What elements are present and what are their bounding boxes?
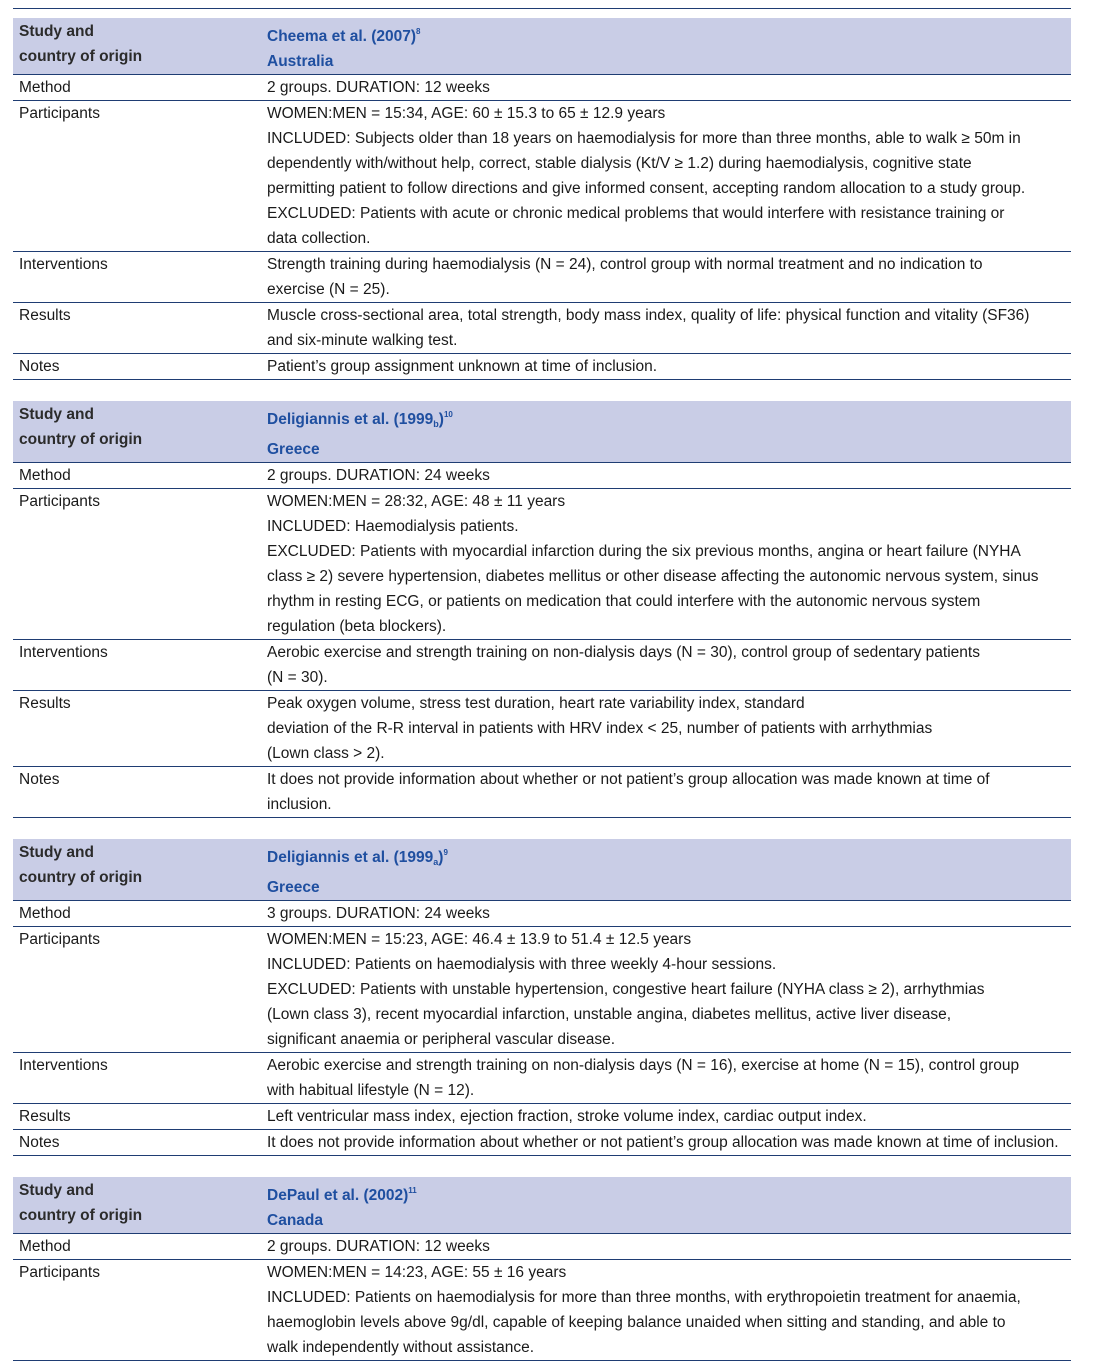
interventions-row (13, 252, 1071, 303)
interventions-row-label: Interventions (19, 256, 108, 273)
results-row-line: deviation of the R-R interval in patients with HRV index < 25, number of patients with arrhythmias (267, 720, 933, 737)
method-row-value: 2 groups. DURATION: 24 weeks (267, 467, 490, 484)
results-row-label: Results (19, 695, 71, 712)
interventions-row-line: exercise (N = 25). (267, 281, 390, 298)
notes-row-label: Notes (19, 1134, 60, 1151)
study-header (13, 18, 1071, 75)
study-citation: Deligiannis et al. $(1999_a)^9$ (267, 848, 448, 867)
participants-row-label: Participants (19, 105, 100, 122)
study-reference: 10 (443, 410, 453, 419)
notes-row (13, 354, 1071, 380)
participants-row-line: significant anaemia or peripheral vascular disease. (267, 1031, 616, 1048)
study-citation: Deligiannis et al. $(1999_b)^{10}$ (267, 410, 453, 429)
interventions-row-line: Strength training during haemodialysis (N = 24), control group with normal treatment and no indication to (267, 256, 983, 273)
participants-row-value (267, 101, 1071, 251)
method-row (13, 1234, 1071, 1260)
participants-row-line: INCLUDED: Subjects older than 18 years on haemodialysis for more than three months, able to walk ≥ 50m in (267, 130, 1021, 147)
study-header-value (267, 401, 1071, 462)
participants-row-value (267, 927, 1071, 1052)
participants-row-line: INCLUDED: Patients on haemodialysis with three weekly 4-hour sessions. (267, 956, 777, 973)
interventions-row (13, 1053, 1071, 1104)
notes-row-label: Notes (19, 358, 60, 375)
study-author: Cheema et al. (2007) (267, 28, 417, 45)
study-label-line2: country of origin (19, 869, 143, 886)
participants-row-line: INCLUDED: Haemodialysis patients. (267, 518, 519, 535)
study-header-label (13, 401, 267, 462)
participants-row-line: WOMEN:MEN = 15:23, AGE: 46.4 ± 13.9 to 51.4 ± 12.5 years (267, 931, 692, 948)
interventions-row-line: Aerobic exercise and strength training on non-dialysis days (N = 16), exercise at home (N = 15), control group (267, 1057, 1020, 1074)
method-row-value: 2 groups. DURATION: 12 weeks (267, 1238, 490, 1255)
interventions-row-label: Interventions (19, 644, 108, 661)
interventions-row-label: Interventions (19, 1057, 108, 1074)
participants-row-line: regulation (beta blockers). (267, 618, 447, 635)
study-year-suffix: b (433, 419, 439, 429)
study-header (13, 401, 1071, 463)
participants-row-line: rhythm in resting ECG, or patients on medication that could interfere with the autonomic nervous system (267, 593, 981, 610)
results-row (13, 1104, 1071, 1130)
participants-row (13, 101, 1071, 252)
study-author: DePaul et al. (2002) (267, 1187, 409, 1204)
interventions-row (13, 640, 1071, 691)
study-reference: 8 (416, 27, 421, 36)
results-row-line: and six-minute walking test. (267, 332, 458, 349)
study-header-label (13, 18, 267, 74)
study-label-line2: country of origin (19, 1207, 143, 1224)
study-header-label (13, 1177, 267, 1233)
study-header (13, 1177, 1071, 1234)
study-block (13, 839, 1071, 1156)
study-citation (267, 1178, 1071, 1208)
study-block (13, 401, 1071, 818)
participants-row-line: dependently with/without help, correct, stable dialysis (Kt/V ≥ 1.2) during haemodialysis, cognitive state (267, 155, 972, 172)
study-label-line1: Study and (19, 406, 94, 423)
interventions-row-line: with habitual lifestyle (N = 12). (267, 1082, 475, 1099)
notes-row-label: Notes (19, 771, 60, 788)
results-row-line: (Lown class > 2). (267, 745, 385, 762)
participants-row-line: class ≥ 2) severe hypertension, diabetes mellitus or other disease affecting the autonomic nervous system, sinus (267, 568, 1039, 585)
study-citation (267, 19, 1071, 49)
document-page (13, 0, 1071, 1361)
notes-row (13, 767, 1071, 818)
participants-row (13, 489, 1071, 640)
method-row-label: Method (19, 467, 71, 484)
results-row (13, 691, 1071, 767)
results-row-value (267, 1104, 1071, 1129)
participants-row-line: (Lown class 3), recent myocardial infarction, unstable angina, diabetes mellitus, active liver disease, (267, 1006, 952, 1023)
study-header-value (267, 839, 1071, 900)
study-year-suffix: a (433, 857, 439, 867)
interventions-row-line: Aerobic exercise and strength training on non-dialysis days (N = 30), control group of sedentary patients (267, 644, 980, 661)
study-header-value (267, 1177, 1071, 1233)
method-row-label: Method (19, 79, 71, 96)
notes-row-value (267, 354, 1071, 379)
studies-table (13, 18, 1071, 1361)
participants-row (13, 927, 1071, 1053)
participants-row-line: INCLUDED: Patients on haemodialysis for more than three months, with erythropoietin treatment for anaemia, (267, 1289, 1021, 1306)
study-label-line2: country of origin (19, 48, 143, 65)
participants-row-line: WOMEN:MEN = 28:32, AGE: 48 ± 11 years (267, 493, 566, 510)
method-row-value: 2 groups. DURATION: 12 weeks (267, 79, 490, 96)
participants-row-line: EXCLUDED: Patients with myocardial infarction during the six previous months, angina or heart failure (NYHA (267, 543, 1021, 560)
participants-row-line: WOMEN:MEN = 14:23, AGE: 55 ± 16 years (267, 1264, 567, 1281)
participants-row-value (267, 1260, 1071, 1360)
participants-row-label: Participants (19, 493, 100, 510)
results-row-label: Results (19, 307, 71, 324)
participants-row-line: WOMEN:MEN = 15:34, AGE: 60 ± 15.3 to 65 ± 12.9 years (267, 105, 666, 122)
results-row (13, 303, 1071, 354)
study-country: Canada (267, 1212, 323, 1229)
notes-row-value (267, 1130, 1071, 1155)
participants-row-line: EXCLUDED: Patients with unstable hypertension, congestive heart failure (NYHA class ≥ 2), arrhythmias (267, 981, 985, 998)
interventions-row-line: (N = 30). (267, 669, 328, 686)
participants-row-label: Participants (19, 931, 100, 948)
interventions-row-value (267, 1053, 1071, 1103)
study-author: Deligiannis et al. (1999 (267, 849, 434, 866)
results-row-value (267, 691, 1071, 766)
results-row-label: Results (19, 1108, 71, 1125)
method-row (13, 75, 1071, 101)
notes-row-line: inclusion. (267, 796, 332, 813)
notes-row-line: It does not provide information about whether or not patient’s group allocation was made known at time of (267, 771, 990, 788)
method-row (13, 901, 1071, 927)
study-header-label (13, 839, 267, 900)
study-author: Deligiannis et al. (1999 (267, 411, 434, 428)
study-label-line1: Study and (19, 23, 94, 40)
method-row (13, 463, 1071, 489)
notes-row-line: It does not provide information about whether or not patient’s group allocation was made known at time of inclusion. (267, 1134, 1059, 1151)
study-label-line1: Study and (19, 1182, 94, 1199)
study-reference: 11 (408, 1186, 417, 1195)
participants-row-line: EXCLUDED: Patients with acute or chronic medical problems that would interfere with resistance training or (267, 205, 1005, 222)
participants-row-label: Participants (19, 1264, 100, 1281)
participants-row-line: data collection. (267, 230, 371, 247)
results-row-line: Muscle cross-sectional area, total strength, body mass index, quality of life: physical function and vitality (SF36) (267, 307, 1030, 324)
participants-row-line: haemoglobin levels above 9g/dl, capable of keeping balance unaided when sitting and standing, and able to (267, 1314, 1006, 1331)
study-header (13, 839, 1071, 901)
interventions-row-value (267, 252, 1071, 302)
notes-row-value (267, 767, 1071, 817)
participants-row-line: walk independently without assistance. (267, 1339, 535, 1356)
interventions-row-value (267, 640, 1071, 690)
method-row-label: Method (19, 1238, 71, 1255)
study-country: Greece (267, 441, 320, 458)
study-block (13, 1177, 1071, 1361)
study-header-value (267, 18, 1071, 74)
participants-row (13, 1260, 1071, 1361)
participants-row-line: permitting patient to follow directions and give informed consent, accepting random allocation to a study group. (267, 180, 1026, 197)
study-country: Greece (267, 879, 320, 896)
notes-row-line: Patient’s group assignment unknown at time of inclusion. (267, 358, 658, 375)
results-row-line: Peak oxygen volume, stress test duration, heart rate variability index, standard (267, 695, 805, 712)
study-country: Australia (267, 53, 334, 70)
study-block (13, 18, 1071, 380)
results-row-value (267, 303, 1071, 353)
results-row-line: Left ventricular mass index, ejection fraction, stroke volume index, cardiac output index. (267, 1108, 867, 1125)
method-row-label: Method (19, 905, 71, 922)
top-rule (13, 0, 1071, 9)
participants-row-value (267, 489, 1071, 639)
study-label-line1: Study and (19, 844, 94, 861)
notes-row (13, 1130, 1071, 1156)
study-reference: 9 (443, 848, 448, 857)
method-row-value: 3 groups. DURATION: 24 weeks (267, 905, 490, 922)
study-label-line2: country of origin (19, 431, 143, 448)
